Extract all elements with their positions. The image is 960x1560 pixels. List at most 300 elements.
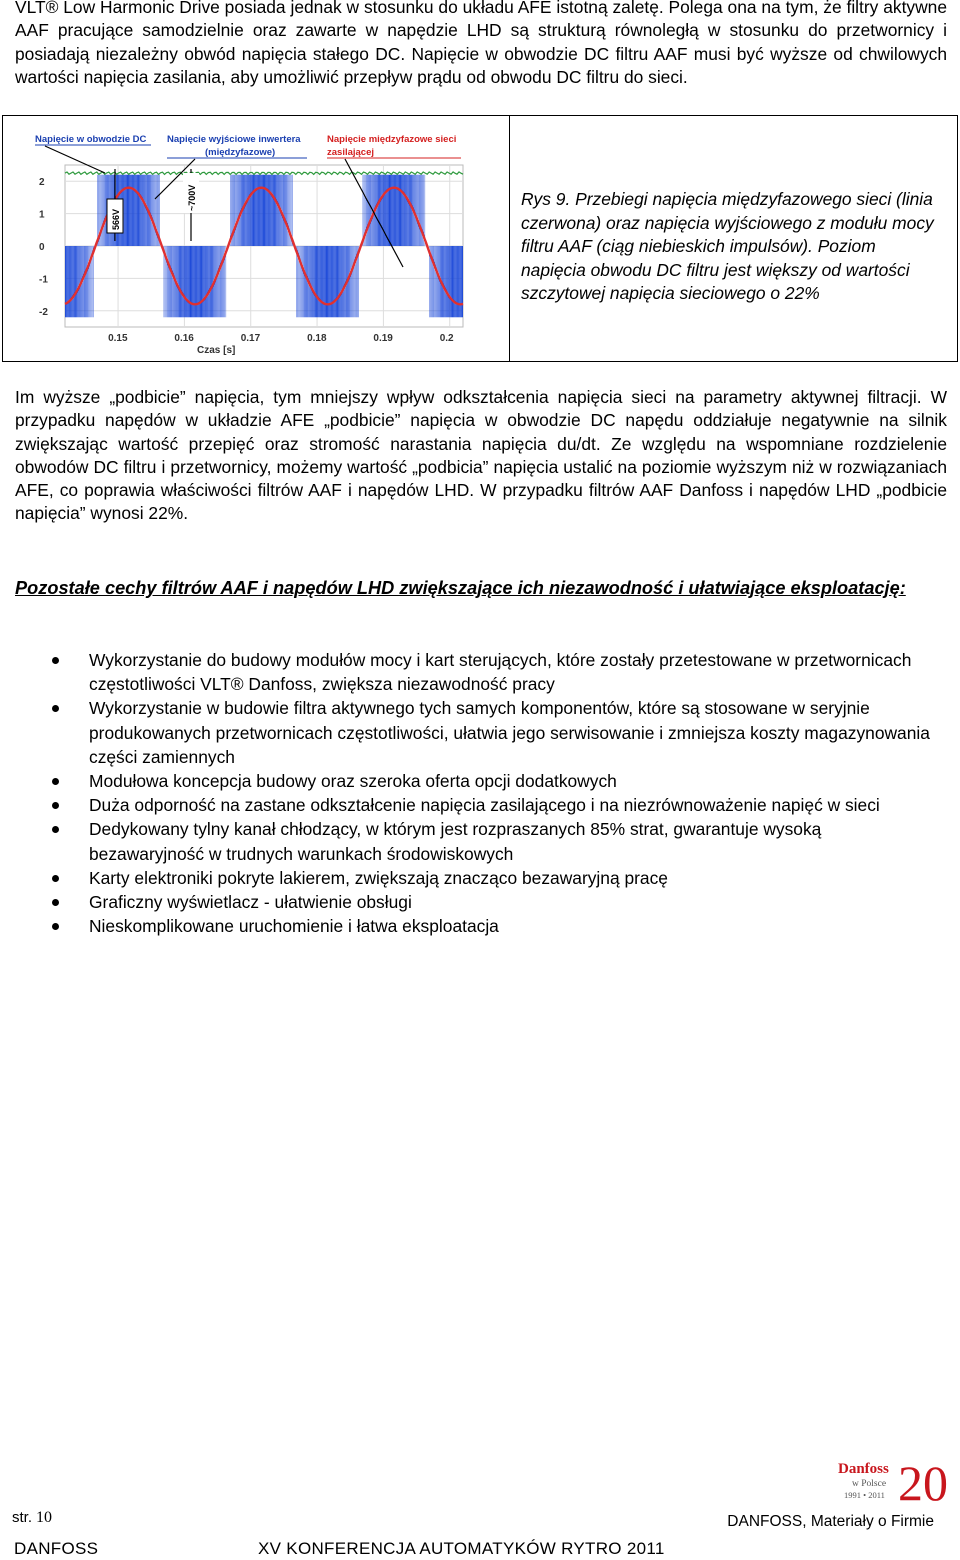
pwm-pulse [379, 175, 380, 246]
pwm-pulse [210, 246, 211, 317]
pwm-pulse [382, 175, 383, 246]
list-item: Wykorzystanie w budowie filtra aktywnego tych samych komponentów, które są stosowane w seryjnie produkowanych przetwornicach częstotliwości, ułatwia jego serwisowanie i zmniejsza koszty magazynowania części zamiennych [15, 696, 935, 769]
pwm-pulse [316, 246, 317, 317]
pwm-pulse [392, 175, 393, 246]
pwm-pulse [126, 175, 127, 246]
pwm-pulse [439, 246, 440, 317]
pwm-pulse [65, 246, 66, 317]
pwm-pulse [169, 246, 170, 317]
pwm-pulse [335, 246, 336, 317]
pwm-pulse [144, 175, 145, 246]
pwm-pulse [450, 246, 451, 317]
pwm-pulse [218, 246, 219, 317]
pwm-pulse [186, 246, 187, 317]
pwm-pulse [343, 246, 344, 317]
pwm-pulse [447, 246, 448, 317]
pwm-pulse [167, 246, 168, 317]
pwm-pulse [216, 246, 217, 317]
pwm-pulse [459, 246, 460, 317]
pwm-pulse [145, 175, 146, 246]
pwm-pulse [420, 175, 421, 246]
pwm-pulse [104, 175, 105, 246]
pwm-pulse [416, 175, 417, 246]
pwm-pulse [246, 175, 247, 246]
pwm-pulse [405, 175, 406, 246]
pwm-pulse [85, 246, 86, 317]
pwm-pulse [73, 246, 74, 317]
footer-company: DANFOSS [14, 1539, 99, 1558]
pwm-pulse [202, 246, 203, 317]
pwm-pulse [155, 175, 156, 246]
danfoss-20-logo [836, 1452, 948, 1508]
pwm-pulse [143, 175, 144, 246]
pwm-pulse [271, 175, 272, 246]
pwm-pulse [336, 246, 337, 317]
pwm-pulse [201, 246, 202, 317]
bullet-icon [52, 657, 59, 664]
pwm-pulse [257, 175, 258, 246]
pwm-pulse [134, 175, 135, 246]
list-item: Nieskomplikowane uruchomienie i łatwa eksploatacja [15, 914, 935, 938]
pwm-pulse [222, 246, 223, 317]
pwm-pulse [156, 175, 157, 246]
pwm-pulse [78, 246, 79, 317]
pwm-pulse [203, 246, 204, 317]
pwm-pulse [284, 175, 285, 246]
pwm-pulse [184, 246, 185, 317]
pwm-pulse [84, 246, 85, 317]
pwm-pulse [250, 175, 251, 246]
pwm-pulse [262, 175, 263, 246]
pwm-pulse [138, 175, 139, 246]
pwm-pulse [265, 175, 266, 246]
pwm-pulse [124, 175, 125, 246]
bullet-icon [52, 875, 59, 882]
pwm-pulse [219, 246, 220, 317]
pwm-pulse [387, 175, 388, 246]
pwm-pulse [368, 175, 369, 246]
pwm-pulse [367, 175, 368, 246]
pwm-pulse [337, 246, 338, 317]
pwm-pulse [200, 246, 201, 317]
pwm-pulse [267, 175, 268, 246]
pwm-pulse [328, 246, 329, 317]
pwm-pulse [304, 246, 305, 317]
pwm-pulse [90, 246, 91, 317]
pwm-pulse [212, 246, 213, 317]
pwm-pulse [317, 246, 318, 317]
v700-label: ~700V [187, 184, 197, 211]
pwm-pulse [318, 246, 319, 317]
pwm-pulse [154, 175, 155, 246]
pwm-pulse [378, 175, 379, 246]
bullet-icon [52, 705, 59, 712]
logo-anniversary: 20 [898, 1455, 948, 1508]
pwm-pulse [74, 246, 75, 317]
list-item: Modułowa koncepcja budowy oraz szeroka oferta opcji dodatkowych [15, 769, 935, 793]
pwm-pulse [264, 175, 265, 246]
pwm-pulse [70, 246, 71, 317]
pwm-pulse [179, 246, 180, 317]
pwm-pulse [287, 175, 288, 246]
list-item: Dedykowany tylny kanał chłodzący, w którym jest rozpraszanych 85% strat, gwarantuje wysoką bezawaryjność w trudnych warunkach środowiskowych [15, 817, 935, 865]
x-tick-label: 0.16 [174, 333, 194, 344]
pwm-pulse [151, 175, 152, 246]
inverter-voltage-label: Napięcie wyjściowe inwertera [167, 134, 301, 145]
pwm-pulse [314, 246, 315, 317]
pwm-pulse [332, 246, 333, 317]
pwm-pulse [285, 175, 286, 246]
x-tick-label: 0.15 [108, 333, 128, 344]
pwm-pulse [283, 175, 284, 246]
pwm-pulse [239, 175, 240, 246]
pwm-pulse [305, 246, 306, 317]
list-item: Duża odporność na zastane odkształcenie napięcia zasilającego i na niezrównoważenie napięć w sieci [15, 793, 935, 817]
pwm-pulse [300, 246, 301, 317]
pwm-pulse [435, 246, 436, 317]
pwm-pulse [209, 246, 210, 317]
pwm-pulse [146, 175, 147, 246]
pwm-pulse [366, 175, 367, 246]
pwm-pulse [86, 246, 87, 317]
overshoot-paragraph: Im wyższe „podbicie” napięcia, tym mniejszy wpływ odkształcenia napięcia sieci na parametry aktywnej filtracji. W przypadku napędów w układzie AFE „podbicie” napięcia w obwodzie DC napędu oddziałuje negatywnie na silnik zwiększając wartość przepięć oraz stromość narastania napięcia du/dt. Ze względu na wspomniane rozdzielenie obwodów DC filtru i przetwornicy, możemy wartość „podbicia” napięcia ustalić na poziomie wyższym niż w rozwiązaniach AFE, co poprawia właściwości filtrów AAF i napędów LHD. W przypadku filtrów AAF Danfoss i napędów LHD „podbicie napięcia” wynosi 22%. [15, 387, 947, 524]
pwm-pulse [125, 175, 126, 246]
pwm-pulse [395, 175, 396, 246]
pwm-pulse [383, 175, 384, 246]
pwm-pulse [312, 246, 313, 317]
page-number: str. 10 [12, 1509, 53, 1526]
pwm-pulse [454, 246, 455, 317]
pwm-pulse [140, 175, 141, 246]
pwm-pulse [399, 175, 400, 246]
pwm-pulse [259, 175, 260, 246]
pwm-pulse [311, 246, 312, 317]
pwm-pulse [187, 246, 188, 317]
features-list [15, 648, 935, 938]
pwm-pulse [266, 175, 267, 246]
pwm-pulse [255, 175, 256, 246]
pwm-pulse [397, 175, 398, 246]
pwm-pulse [211, 246, 212, 317]
pwm-pulse [418, 175, 419, 246]
v566-label: 566V [111, 208, 121, 230]
pwm-pulse [437, 246, 438, 317]
pwm-pulse [137, 175, 138, 246]
pwm-pulse [253, 175, 254, 246]
pwm-pulse [349, 246, 350, 317]
pwm-pulse [436, 246, 437, 317]
pwm-pulse [400, 175, 401, 246]
pwm-pulse [306, 246, 307, 317]
pwm-pulse [72, 246, 73, 317]
pwm-pulse [133, 175, 134, 246]
pwm-pulse [460, 246, 461, 317]
pwm-pulse [237, 175, 238, 246]
pwm-pulse [196, 246, 197, 317]
pwm-pulse [71, 246, 72, 317]
x-tick-label: 0.19 [373, 333, 393, 344]
pwm-pulse [270, 175, 271, 246]
pwm-pulse [342, 246, 343, 317]
pwm-pulse [279, 175, 280, 246]
bullet-icon [52, 923, 59, 930]
features-heading: Pozostałe cechy filtrów AAF i napędów LHD zwiększające ich niezawodność i ułatwiające eksploatację: [15, 578, 906, 598]
pwm-pulse [289, 175, 290, 246]
pwm-pulse [240, 175, 241, 246]
pwm-pulse [282, 175, 283, 246]
y-tick-label: -1 [39, 274, 48, 286]
pwm-pulse [315, 246, 316, 317]
pwm-pulse [263, 175, 264, 246]
pwm-pulse [350, 246, 351, 317]
pwm-pulse [204, 246, 205, 317]
pwm-pulse [325, 246, 326, 317]
pwm-pulse [348, 246, 349, 317]
pwm-pulse [101, 175, 102, 246]
pwm-pulse [455, 246, 456, 317]
pwm-pulse [369, 175, 370, 246]
y-tick-label: 0 [39, 242, 45, 253]
pwm-pulse [252, 175, 253, 246]
pwm-pulse [193, 246, 194, 317]
pwm-pulse [168, 246, 169, 317]
pwm-pulse [301, 246, 302, 317]
pwm-pulse [461, 246, 462, 317]
pwm-pulse [245, 175, 246, 246]
pwm-pulse [391, 175, 392, 246]
pwm-pulse [174, 246, 175, 317]
pwm-pulse [197, 246, 198, 317]
pwm-pulse [330, 246, 331, 317]
pwm-pulse [449, 246, 450, 317]
pwm-pulse [355, 246, 356, 317]
pwm-pulse [254, 175, 255, 246]
pwm-pulse [421, 175, 422, 246]
pwm-pulse [448, 246, 449, 317]
pwm-pulse [198, 246, 199, 317]
pwm-pulse [381, 175, 382, 246]
pwm-pulse [345, 246, 346, 317]
x-axis-label: Czas [s] [197, 345, 236, 356]
pwm-pulse [340, 246, 341, 317]
pwm-pulse [458, 246, 459, 317]
pwm-pulse [76, 246, 77, 317]
inverter-voltage-label-sub: (międzyfazowe) [205, 147, 276, 158]
pwm-pulse [338, 246, 339, 317]
pwm-pulse [135, 175, 136, 246]
y-tick-label: 2 [39, 177, 45, 189]
pwm-pulse [194, 246, 195, 317]
pwm-pulse [407, 175, 408, 246]
pwm-pulse [393, 175, 394, 246]
logo-years: 1991 • 2011 [844, 1490, 885, 1500]
pwm-pulse [276, 175, 277, 246]
pwm-pulse [261, 175, 262, 246]
x-tick-label: 0.17 [240, 333, 261, 344]
pwm-pulse [183, 246, 184, 317]
pwm-pulse [199, 246, 200, 317]
bullet-icon [52, 899, 59, 906]
list-item: Karty elektroniki pokryte lakierem, zwiększają znacząco bezawaryjną pracę [15, 866, 935, 890]
pwm-pulse [182, 246, 183, 317]
pwm-pulse [66, 246, 67, 317]
intro-paragraph: VLT® Low Harmonic Drive posiada jednak w stosunku do układu AFE istotną zaletę. Polega ona na tym, że filtry aktywne AAF pracujące samodzielnie oraz zawarte w napędzie LHD są strukturą równoległą w stosunku do przetwornicy i posiadają niezależny obwód napięcia stałego DC. Napięcie w obwodzie DC filtru AAF musi być wyższe od chwilowych wartości napięcia zasilania, aby umożliwić przepływ prądu od obwodu DC filtru do sieci. [15, 0, 947, 87]
pwm-pulse [67, 246, 68, 317]
logo-subtitle: w Polsce [852, 1479, 887, 1489]
pwm-pulse [83, 246, 84, 317]
pwm-pulse [128, 175, 129, 246]
pwm-pulse [417, 175, 418, 246]
pwm-pulse [396, 175, 397, 246]
pwm-pulse [402, 175, 403, 246]
voltage-chart [15, 117, 481, 361]
pwm-pulse [68, 246, 69, 317]
pwm-pulse [462, 246, 463, 317]
pwm-pulse [388, 175, 389, 246]
pwm-pulse [370, 175, 371, 246]
bullet-icon [52, 778, 59, 785]
pwm-pulse [207, 246, 208, 317]
logo-brand: Danfoss [838, 1461, 889, 1477]
pwm-pulse [150, 175, 151, 246]
pwm-pulse [319, 246, 320, 317]
x-tick-label: 0.2 [439, 333, 454, 344]
pwm-pulse [181, 246, 182, 317]
footer-bar [14, 1539, 934, 1559]
pwm-pulse [401, 175, 402, 246]
pwm-pulse [136, 175, 137, 246]
pwm-pulse [273, 175, 274, 246]
pwm-pulse [130, 175, 131, 246]
pwm-pulse [131, 175, 132, 246]
list-item: Graficzny wyświetlacz - ułatwienie obsługi [15, 890, 935, 914]
pwm-pulse [244, 175, 245, 246]
pwm-pulse [452, 246, 453, 317]
y-tick-label: -2 [39, 306, 48, 318]
pwm-pulse [275, 175, 276, 246]
pwm-pulse [149, 175, 150, 246]
pwm-pulse [398, 175, 399, 246]
pwm-pulse [453, 246, 454, 317]
pwm-pulse [389, 175, 390, 246]
list-item: Wykorzystanie do budowy modułów mocy i kart sterujących, które zostały przetestowane w przetwornicach częstotliwości VLT® Danfoss, zwiększa niezawodność pracy [15, 648, 935, 696]
pwm-pulse [451, 246, 452, 317]
figure-caption: Rys 9. Przebiegi napięcia międzyfazowego sieci (linia czerwona) oraz napięcia wyjściowego z modułu mocy filtru AAF (ciąg niebieskich impulsów). Poziom napięcia obwodu DC filtru jest większy od wartości szczytowej napięcia sieciowego o 22% [521, 189, 934, 304]
pwm-pulse [208, 246, 209, 317]
footer-source: DANFOSS, Materiały o Firmie [727, 1513, 934, 1530]
grid-voltage-label-sub: zasilającej [327, 147, 375, 158]
pwm-pulse [326, 246, 327, 317]
pwm-pulse [444, 246, 445, 317]
figure-table [2, 115, 958, 362]
pwm-pulse [269, 175, 270, 246]
pwm-pulse [221, 246, 222, 317]
dc-voltage-label: Napięcie w obwodzie DC [35, 134, 147, 145]
pwm-pulse [380, 175, 381, 246]
voltage-chart-svg [15, 117, 481, 361]
pwm-pulse [403, 175, 404, 246]
pwm-pulse [303, 246, 304, 317]
pwm-pulse [105, 175, 106, 246]
grid-voltage-label: Napięcie międzyfazowe sieci [327, 134, 457, 145]
pwm-pulse [411, 175, 412, 246]
pwm-pulse [217, 246, 218, 317]
pwm-pulse [190, 246, 191, 317]
pwm-pulse [456, 246, 457, 317]
pwm-pulse [438, 246, 439, 317]
pwm-pulse [409, 175, 410, 246]
pwm-pulse [172, 246, 173, 317]
bullet-icon [52, 826, 59, 833]
pwm-pulse [377, 175, 378, 246]
pwm-pulse [77, 246, 78, 317]
pwm-pulse [329, 246, 330, 317]
pwm-pulse [327, 246, 328, 317]
pwm-pulse [433, 246, 434, 317]
bullet-icon [52, 802, 59, 809]
pwm-pulse [129, 175, 130, 246]
pwm-pulse [277, 175, 278, 246]
pwm-pulse [320, 246, 321, 317]
pwm-pulse [353, 246, 354, 317]
pwm-pulse [153, 175, 154, 246]
pwm-pulse [322, 246, 323, 317]
pwm-pulse [139, 175, 140, 246]
pwm-pulse [234, 175, 235, 246]
pwm-pulse [103, 175, 104, 246]
pwm-pulse [415, 175, 416, 246]
pwm-pulse [344, 246, 345, 317]
pwm-pulse [170, 246, 171, 317]
pwm-pulse [272, 175, 273, 246]
pwm-pulse [260, 175, 261, 246]
pwm-pulse [445, 246, 446, 317]
pwm-pulse [390, 175, 391, 246]
pwm-pulse [206, 246, 207, 317]
pwm-pulse [333, 246, 334, 317]
pwm-pulse [274, 175, 275, 246]
pwm-pulse [354, 246, 355, 317]
pwm-pulse [419, 175, 420, 246]
pwm-pulse [191, 246, 192, 317]
pwm-pulse [127, 175, 128, 246]
pwm-pulse [256, 175, 257, 246]
pwm-pulse [334, 246, 335, 317]
pwm-pulse [88, 246, 89, 317]
pwm-pulse [410, 175, 411, 246]
pwm-pulse [236, 175, 237, 246]
pwm-pulse [189, 246, 190, 317]
pwm-pulse [192, 246, 193, 317]
pwm-pulse [141, 175, 142, 246]
pwm-pulse [220, 246, 221, 317]
pwm-pulse [408, 175, 409, 246]
pwm-pulse [251, 175, 252, 246]
pwm-pulse [171, 246, 172, 317]
pwm-pulse [80, 246, 81, 317]
pwm-pulse [302, 246, 303, 317]
pwm-pulse [188, 246, 189, 317]
pwm-pulse [432, 246, 433, 317]
pwm-pulse [87, 246, 88, 317]
pwm-pulse [238, 175, 239, 246]
pwm-pulse [233, 175, 234, 246]
pwm-pulse [323, 246, 324, 317]
pwm-pulse [352, 246, 353, 317]
pwm-pulse [313, 246, 314, 317]
pwm-pulse [248, 175, 249, 246]
footer-conference: XV KONFERENCJA AUTOMATYKÓW RYTRO 2011 [258, 1539, 665, 1558]
